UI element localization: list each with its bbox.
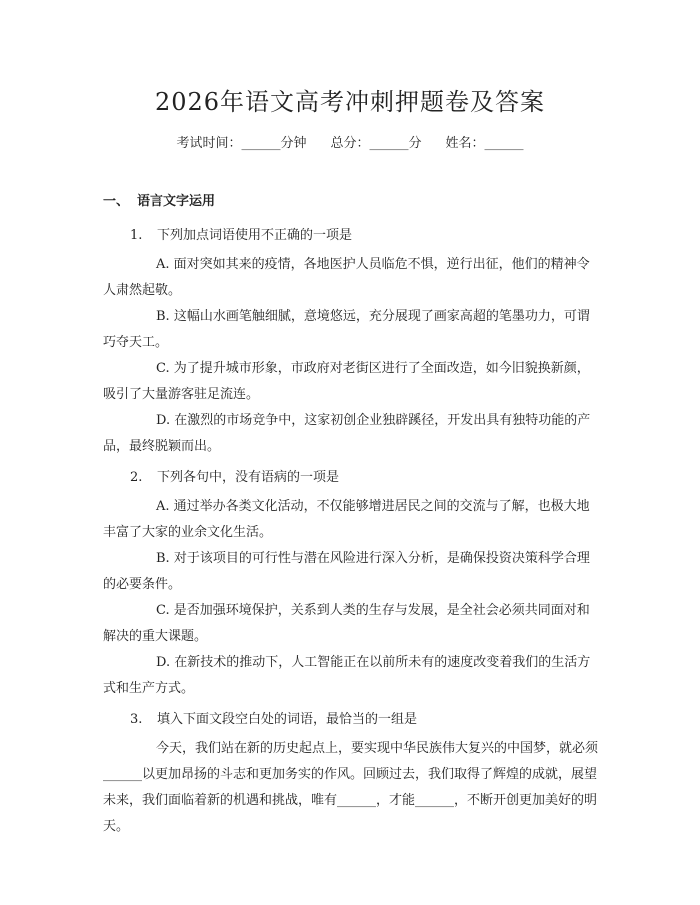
section-number: 一、 (103, 194, 130, 209)
answer-option: D. 在激烈的市场竞争中，这家初创企业独辟蹊径，开发出具有独特功能的产品，最终脱颖而出。 (103, 413, 591, 454)
question-text: 填入下面文段空白处的词语，最恰当的一组是 (157, 712, 418, 727)
question-stem (130, 466, 339, 485)
page-title: 2026年语文高考冲刺押题卷及答案 (154, 88, 546, 116)
question-stem (130, 224, 352, 243)
exam-info (0, 132, 700, 151)
section-heading (103, 190, 215, 209)
question-number: 3. (130, 712, 143, 727)
exam-time: 考试时间：______分钟 (176, 136, 307, 151)
answer-option: B. 这幅山水画笔触细腻，意境悠远，充分展现了画家高超的笔墨功力，可谓巧夺天工。 (103, 309, 590, 350)
question-text: 下列各句中，没有语病的一项是 (157, 470, 340, 485)
student-name: 姓名：______ (445, 136, 524, 151)
question-number: 2. (130, 470, 143, 485)
reading-passage: 今天，我们站在新的历史起点上，要实现中华民族伟大复兴的中国梦，就必须______以更加昂扬的斗志和更加务实的作风。回顾过去，我们取得了辉煌的成就，展望未来，我们面临着新的机遇和挑战，唯有______，才能______，不断开创更加美好的明天。 (103, 741, 599, 834)
answer-option: C. 为了提升城市形象，市政府对老街区进行了全面改造，如今旧貌换新颜，吸引了大量游客驻足流连。 (103, 361, 590, 402)
answer-option: B. 对于该项目的可行性与潜在风险进行深入分析，是确保投资决策科学合理的必要条件。 (103, 551, 590, 592)
answer-option: C. 是否加强环境保护，关系到人类的生存与发展，是全社会必须共同面对和解决的重大课题。 (103, 603, 590, 644)
answer-option: A. 面对突如其来的疫情，各地医护人员临危不惧，逆行出征，他们的精神令人肃然起敬。 (103, 257, 590, 298)
question-text: 下列加点词语使用不正确的一项是 (157, 228, 353, 243)
total-score: 总分：______分 (330, 136, 422, 151)
answer-option: D. 在新技术的推动下，人工智能正在以前所未有的速度改变着我们的生活方式和生产方式。 (103, 655, 591, 696)
section-title: 语言文字运用 (137, 194, 216, 209)
question-number: 1. (130, 228, 143, 243)
answer-option: A. 通过举办各类文化活动，不仅能够增进居民之间的交流与了解，也极大地丰富了大家的业余文化生活。 (103, 499, 590, 540)
question-stem (130, 708, 417, 727)
